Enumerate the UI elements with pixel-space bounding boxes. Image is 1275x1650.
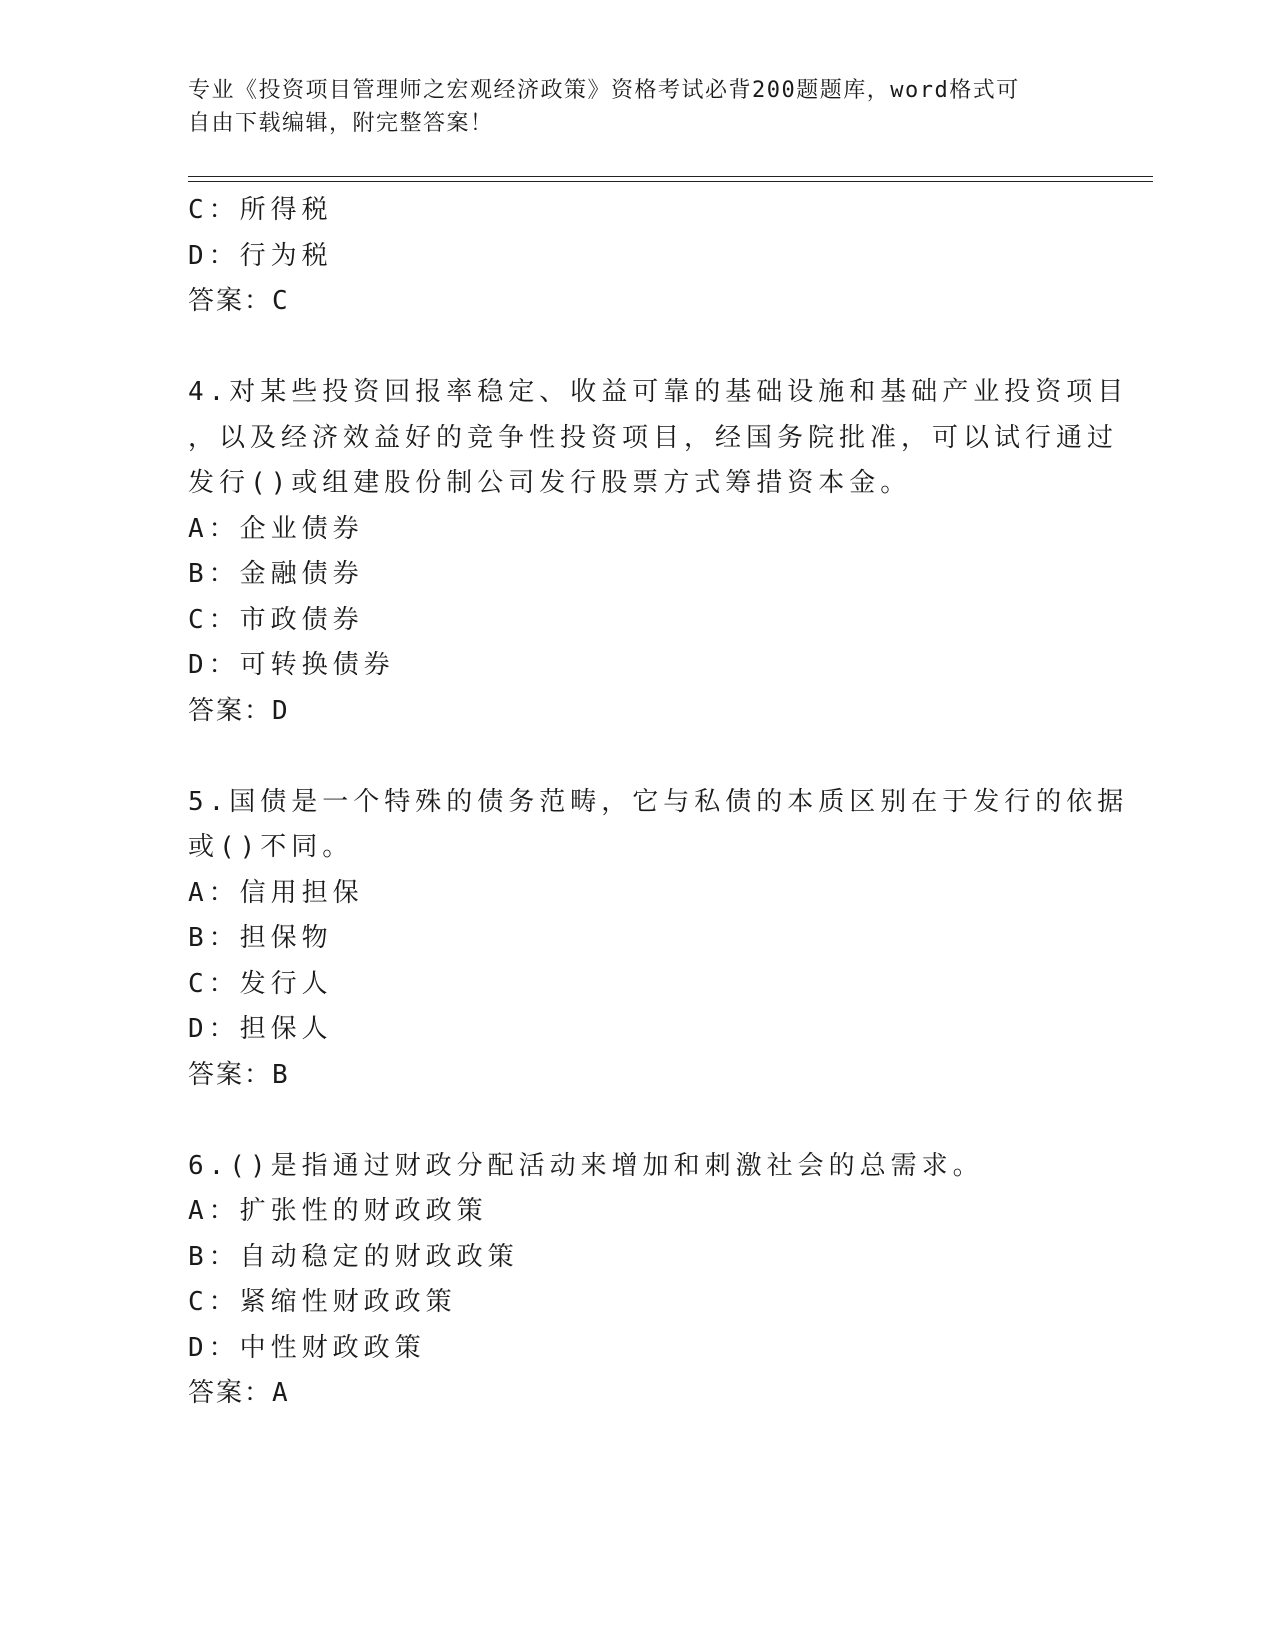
header-title-line-2: 自由下载编辑，附完整答案！ [188,111,494,136]
question-stem-line: 5.国债是一个特殊的债务范畴，它与私债的本质区别在于发行的依据 [188,786,1129,817]
question-stem-line: 发行()或组建股份制公司发行股票方式筹措资本金。 [188,468,912,498]
answer-label: 答案： [188,695,273,726]
option-c: C：市政债券 [188,604,364,635]
option-b: B：自动稳定的财政政策 [188,1241,519,1272]
answer-value: A [272,1378,290,1408]
answer-value: B [272,1059,290,1090]
answer-line [188,689,1088,735]
question-5 [188,780,1129,1099]
question-6 [188,1144,1088,1417]
option-d: D：中性财政政策 [188,1332,426,1363]
question-spacer [188,734,1088,780]
question-stem-line: 4.对某些投资回报率稳定、收益可靠的基础设施和基础产业投资项目 [188,377,1129,407]
header-title-line-1: 专业《投资项目管理师之宏观经济政策》资格考试必背200题题库，word格式可 [188,78,1020,103]
option-c: C：发行人 [188,968,333,999]
option-d: D：可转换债券 [188,650,395,680]
option-b: B：金融债券 [188,559,364,589]
header-divider-top [188,176,1153,177]
option-a: A：企业债券 [188,513,364,544]
answer-line [188,279,1088,325]
option-d: D：担保人 [188,1014,333,1044]
header-divider-bottom [188,181,1153,182]
question-4 [188,370,1129,734]
option-a: A：扩张性的财政政策 [188,1196,488,1226]
answer-line [188,1371,1088,1417]
question-spacer [188,325,1088,371]
option-c: C：所得税 [188,195,333,225]
answer-label: 答案： [188,286,273,316]
option-c: C：紧缩性财政政策 [188,1287,457,1317]
question-stem-line: 或()不同。 [188,832,354,862]
answer-value: C [272,286,290,316]
answer-line [188,1053,1088,1099]
answer-label: 答案： [188,1059,273,1090]
answer-label: 答案： [188,1378,273,1408]
option-d: D：行为税 [188,240,333,271]
answer-value: D [272,695,290,726]
question-3-continued [188,188,1088,325]
document-header [188,74,1068,140]
question-spacer [188,1098,1088,1144]
question-stem-line: ，以及经济效益好的竞争性投资项目，经国务院批准，可以试行通过 [188,422,1119,453]
question-list [188,188,1129,1417]
option-b: B：担保物 [188,923,333,953]
question-stem-line: 6.()是指通过财政分配活动来增加和刺激社会的总需求。 [188,1150,984,1181]
option-a: A：信用担保 [188,877,364,908]
